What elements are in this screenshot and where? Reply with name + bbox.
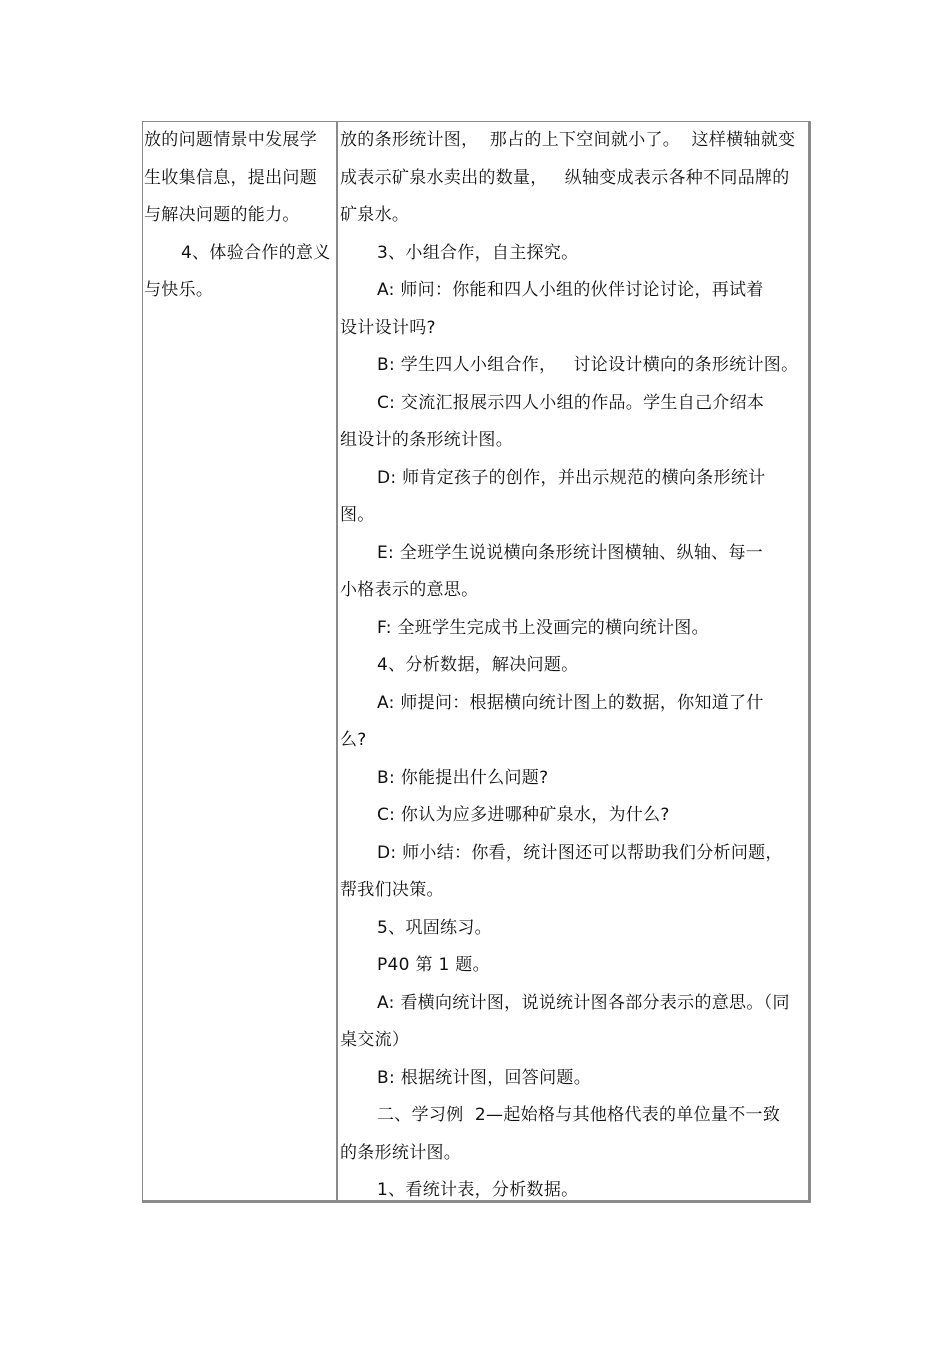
- process-line: B: 你能提出什么问题?: [377, 767, 549, 788]
- process-cell: [340, 122, 810, 1210]
- process-line: D: 师小结：你看，统计图还可以帮助我们分析问题，: [377, 842, 783, 863]
- process-line: 的条形统计图。: [340, 1142, 462, 1163]
- process-line: 4、分析数据，解决问题。: [377, 655, 579, 675]
- process-line: 矿泉水。: [340, 205, 410, 225]
- process-line: A: 师问：你能和四人小组的伙伴讨论讨论，再试着: [377, 280, 764, 300]
- process-line: B: 根据统计图，回答问题。: [377, 1067, 591, 1088]
- process-line: 么?: [340, 730, 367, 750]
- process-line: A: 师提问：根据横向统计图上的数据，你知道了什: [377, 692, 764, 713]
- process-line: 帮我们决策。: [340, 880, 444, 900]
- column-divider: [336, 122, 338, 1202]
- process-line: 3、小组合作，自主探究。: [377, 242, 579, 263]
- process-line: A: 看横向统计图，说说统计图各部分表示的意思。（同: [377, 992, 790, 1013]
- process-line: E: 全班学生说说横向条形统计图横轴、纵轴、每一: [377, 542, 764, 563]
- objectives-cell: [144, 122, 332, 310]
- process-line: D: 师肯定孩子的创作，并出示规范的横向条形统计: [377, 467, 766, 488]
- process-line: 组设计的条形统计图。: [340, 430, 513, 450]
- objective-line: 与快乐。: [144, 280, 214, 300]
- process-line: 5、巩固练习。: [377, 917, 492, 938]
- objective-line: 生收集信息，提出问题: [144, 167, 317, 188]
- process-line: 图。: [340, 505, 375, 525]
- process-line: P40 第 1 题。: [377, 955, 490, 975]
- process-line: 二、学习例 2—起始格与其他格代表的单位量不一致: [377, 1105, 781, 1125]
- lesson-plan-table: [142, 121, 811, 1203]
- objective-line: 与解决问题的能力。: [144, 205, 300, 225]
- process-line: F: 全班学生完成书上没画完的横向统计图。: [377, 617, 709, 638]
- objective-line: 放的问题情景中发展学: [144, 130, 317, 150]
- process-line: B: 学生四人小组合作， 讨论设计横向的条形统计图。: [377, 355, 799, 375]
- process-line: 1、看统计表，分析数据。: [377, 1180, 579, 1200]
- objective-line: 4、体验合作的意义: [181, 242, 331, 263]
- process-line: 设计设计吗?: [340, 317, 436, 338]
- process-line: 小格表示的意思。: [340, 580, 479, 600]
- process-line: C: 交流汇报展示四人小组的作品。学生自己介绍本: [377, 392, 765, 413]
- process-line: 放的条形统计图， 那占的上下空间就小了。 这样横轴就变: [340, 130, 796, 150]
- process-line: 成表示矿泉水卖出的数量， 纵轴变成表示各种不同品牌的: [340, 167, 790, 188]
- process-line: C: 你认为应多进哪种矿泉水，为什么?: [377, 805, 670, 825]
- process-line: 桌交流）: [340, 1030, 410, 1050]
